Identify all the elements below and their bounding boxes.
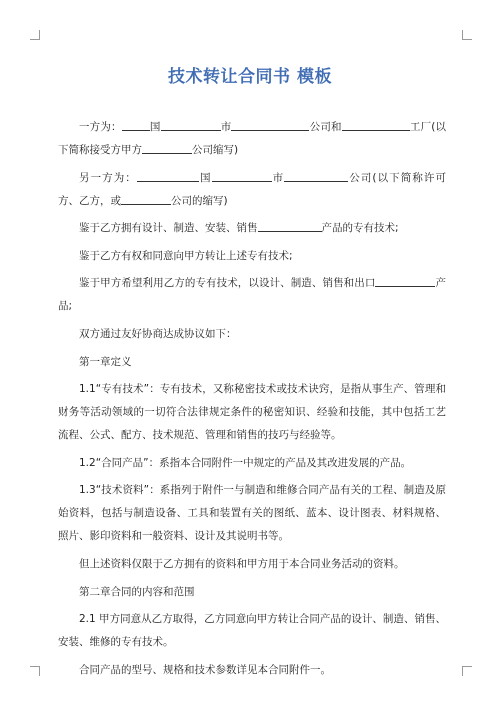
document-title: 技术转让合同书 模板 <box>168 67 332 87</box>
crop-mark-bottom-left <box>30 666 40 676</box>
paragraph-text: 国 <box>198 171 212 184</box>
paragraph-text: 1.2“合同产品”：系指本合同附件一中规定的产品及其改进发展的产品。 <box>79 456 412 469</box>
paragraph-text: 公司的缩写) <box>171 194 228 207</box>
paragraph <box>58 479 446 548</box>
paragraph <box>58 659 446 682</box>
paragraph-text: 市 <box>220 121 232 133</box>
paragraph <box>58 553 446 576</box>
paragraph <box>58 272 446 318</box>
blank-line <box>258 220 322 232</box>
paragraph-text: 1.3“技术资料”：系指列于附件一与制造和维修合同产品有关的工程、制造及原始资料，包括与制造设备、工具和装置有关的图纸、蓝本、设计图表、材料规格、照片、影印资料和一般资料、设计及其说明书等。 <box>58 484 446 543</box>
blank-line <box>161 119 221 131</box>
paragraph-text: 第二章合同的内容和范围 <box>79 585 195 598</box>
paragraph-text: 鉴于乙方拥有设计、制造、安装、销售 <box>79 222 258 235</box>
paragraph-text: 一方为： <box>79 121 122 133</box>
blank-line <box>231 119 309 131</box>
document-body <box>58 116 446 686</box>
paragraph-text: 双方通过友好协商达成协议如下： <box>79 327 237 340</box>
paragraph-text: 产品; <box>58 277 447 313</box>
paragraph <box>58 378 446 447</box>
paragraph-text: 合同产品的型号、规格和技术参数详见本合同附件一。 <box>79 663 331 676</box>
paragraph <box>58 217 446 240</box>
blank-line <box>212 170 272 182</box>
paragraph <box>58 167 446 213</box>
paragraph-text: 但上述资料仅限于乙方拥有的资料和甲方用于本合同业务活动的资料。 <box>79 557 405 570</box>
paragraph-text: 鉴于甲方希望利用乙方的专有技术，以设计、制造、销售和出口 <box>79 277 376 290</box>
paragraph <box>58 116 446 162</box>
paragraph-text: 国 <box>149 121 161 133</box>
paragraph-text: 公司和 <box>309 121 342 133</box>
paragraph-text: 鉴于乙方有权和同意向甲方转让上述专有技术; <box>79 249 293 262</box>
paragraph <box>58 351 446 374</box>
blank-line <box>284 170 348 182</box>
blank-line <box>375 275 435 287</box>
paragraph <box>58 608 446 654</box>
blank-line <box>122 119 150 131</box>
blank-line <box>342 119 410 131</box>
paragraph-text: 工厂(以下简称接受方甲方 <box>58 121 447 156</box>
paragraph-text: 产品的专有技术; <box>321 222 399 235</box>
blank-line <box>121 193 171 205</box>
paragraph-text: 1.1“专有技术”：专有技术，又称秘密技术或技术诀窍，是指从事生产、管理和财务等活动领域的一切符合法律规定条件的秘密知识、经验和技能，其中包括工艺流程、公式、配方、技术规范、管理和销售的技巧与经验等。 <box>58 383 446 442</box>
crop-mark-top-left <box>30 30 40 40</box>
blank-line <box>142 142 192 154</box>
paragraph <box>58 581 446 604</box>
paragraph-text: 第一章定义 <box>79 355 132 368</box>
crop-mark-bottom-right <box>462 666 472 676</box>
paragraph <box>58 452 446 475</box>
blank-line <box>137 170 199 182</box>
paragraph <box>58 245 446 268</box>
paragraph-text: 另一方为： <box>79 171 137 184</box>
paragraph-text: 市 <box>271 171 285 184</box>
paragraph-text: 2.1 甲方同意从乙方取得，乙方同意向甲方转让合同产品的设计、制造、销售、安装、维修的专有技术。 <box>58 613 446 649</box>
paragraph-text: 公司(以下简称许可方、乙方，或 <box>58 171 446 207</box>
crop-mark-top-right <box>462 30 472 40</box>
paragraph <box>58 323 446 346</box>
paragraph-text: 公司缩写) <box>192 144 239 156</box>
